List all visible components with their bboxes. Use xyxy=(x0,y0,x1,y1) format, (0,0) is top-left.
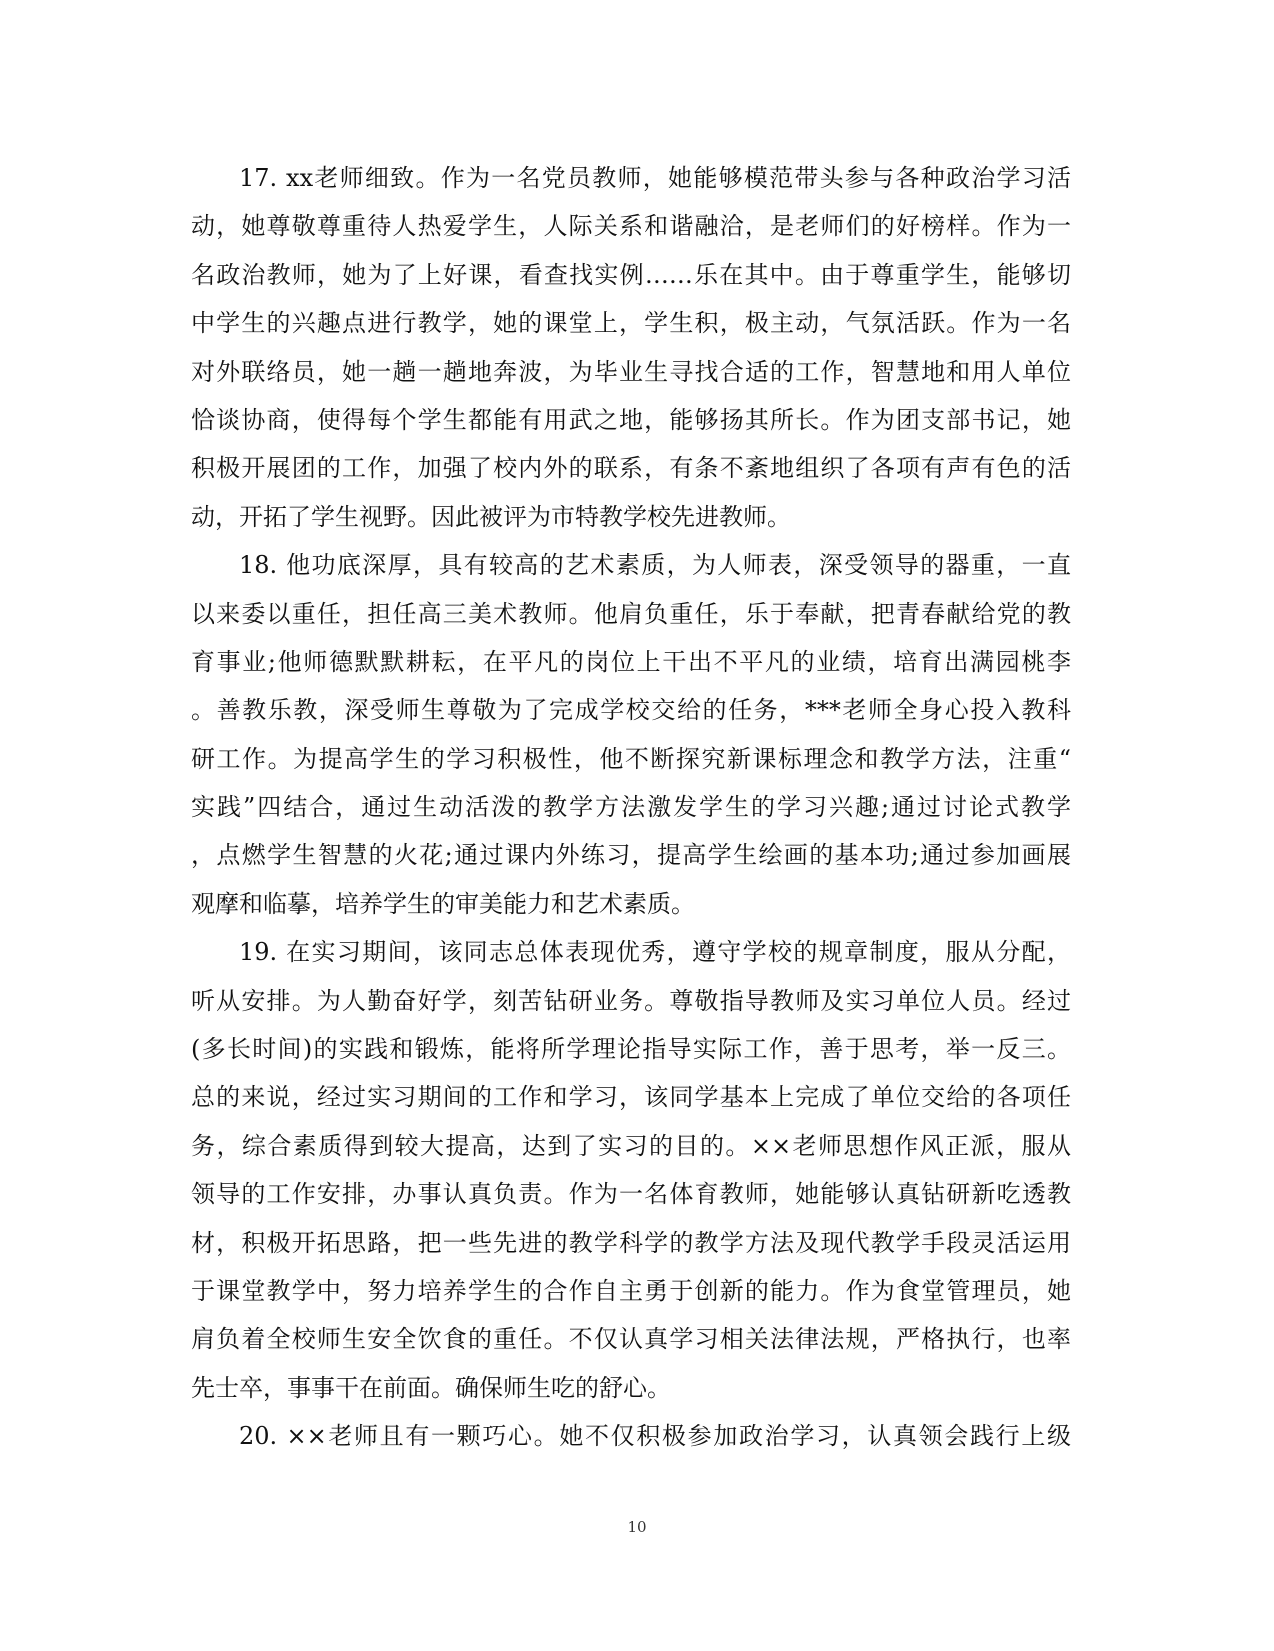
text-line: (多长时间)的实践和锻炼，能将所学理论指导实际工作，善于思考，举一反三。 xyxy=(191,1035,1071,1064)
text-line: 动，开拓了学生视野。因此被评为市特教学校先进教师。 xyxy=(191,502,791,531)
text-line: 19. 在实习期间，该同志总体表现优秀，遵守学校的规章制度，服从分配， xyxy=(239,938,1071,967)
text-line: 实践”四结合，通过生动活泼的教学方法激发学生的学习兴趣;通过讨论式教学 xyxy=(191,793,1071,822)
text-line: 领导的工作安排，办事认真负责。作为一名体育教师，她能够认真钻研新吃透教 xyxy=(191,1180,1071,1209)
text-line: 务，综合素质得到较大提高，达到了实习的目的。××老师思想作风正派，服从 xyxy=(191,1131,1071,1160)
text-line: 名政治教师，她为了上好课，看查找实例……乐在其中。由于尊重学生，能够切 xyxy=(191,260,1071,289)
paragraph-20 xyxy=(191,1412,1071,1460)
text-line: 中学生的兴趣点进行教学，她的课堂上，学生积，极主动，气氛活跃。作为一名 xyxy=(191,309,1071,338)
text-line: 17. xx老师细致。作为一名党员教师，她能够模范带头参与各种政治学习活 xyxy=(239,164,1071,192)
text-line: 先士卒，事事干在前面。确保师生吃的舒心。 xyxy=(191,1373,671,1402)
paragraph-17 xyxy=(191,154,1071,541)
paragraph-18 xyxy=(191,541,1071,928)
text-line: 研工作。为提高学生的学习积极性，他不断探究新课标理念和教学方法，注重“ xyxy=(191,744,1071,773)
text-line: 材，积极开拓思路，把一些先进的教学科学的教学方法及现代教学手段灵活运用 xyxy=(191,1228,1071,1257)
text-line: 总的来说，经过实习期间的工作和学习，该同学基本上完成了单位交给的各项任 xyxy=(191,1083,1071,1112)
text-line: 听从安排。为人勤奋好学，刻苦钻研业务。尊敬指导教师及实习单位人员。经过 xyxy=(191,986,1071,1015)
text-line: 18. 他功底深厚，具有较高的艺术素质，为人师表，深受领导的器重，一直 xyxy=(239,551,1071,580)
text-line: 观摩和临摹，培养学生的审美能力和艺术素质。 xyxy=(191,889,695,918)
text-line: 积极开展团的工作，加强了校内外的联系，有条不紊地组织了各项有声有色的活 xyxy=(191,454,1071,483)
paragraph-19 xyxy=(191,928,1071,1412)
text-line: 育事业;他师德默默耕耘，在平凡的岗位上干出不平凡的业绩，培育出满园桃李 xyxy=(191,647,1071,676)
text-line: 恰谈协商，使得每个学生都能有用武之地，能够扬其所长。作为团支部书记，她 xyxy=(191,405,1071,434)
page-number: 10 xyxy=(627,1518,647,1536)
text-line: 于课堂教学中，努力培养学生的合作自主勇于创新的能力。作为食堂管理员，她 xyxy=(191,1276,1071,1305)
text-line: 20. ××老师且有一颗巧心。她不仅积极参加政治学习，认真领会践行上级 xyxy=(239,1422,1071,1451)
text-line: 动，她尊敬尊重待人热爱学生，人际关系和谐融洽，是老师们的好榜样。作为一 xyxy=(191,212,1071,241)
text-line: 。善教乐教，深受师生尊敬为了完成学校交给的任务，***老师全身心投入教科 xyxy=(191,696,1071,725)
body-text xyxy=(191,154,1071,1461)
text-line: 以来委以重任，担任高三美术教师。他肩负重任，乐于奉献，把青春献给党的教 xyxy=(191,599,1071,628)
text-line: 对外联络员，她一趟一趟地奔波，为毕业生寻找合适的工作，智慧地和用人单位 xyxy=(191,357,1071,386)
text-line: 肩负着全校师生安全饮食的重任。不仅认真学习相关法律法规，严格执行，也率 xyxy=(191,1325,1071,1354)
text-line: ，点燃学生智慧的火花;通过课内外练习，提高学生绘画的基本功;通过参加画展 xyxy=(191,841,1071,870)
